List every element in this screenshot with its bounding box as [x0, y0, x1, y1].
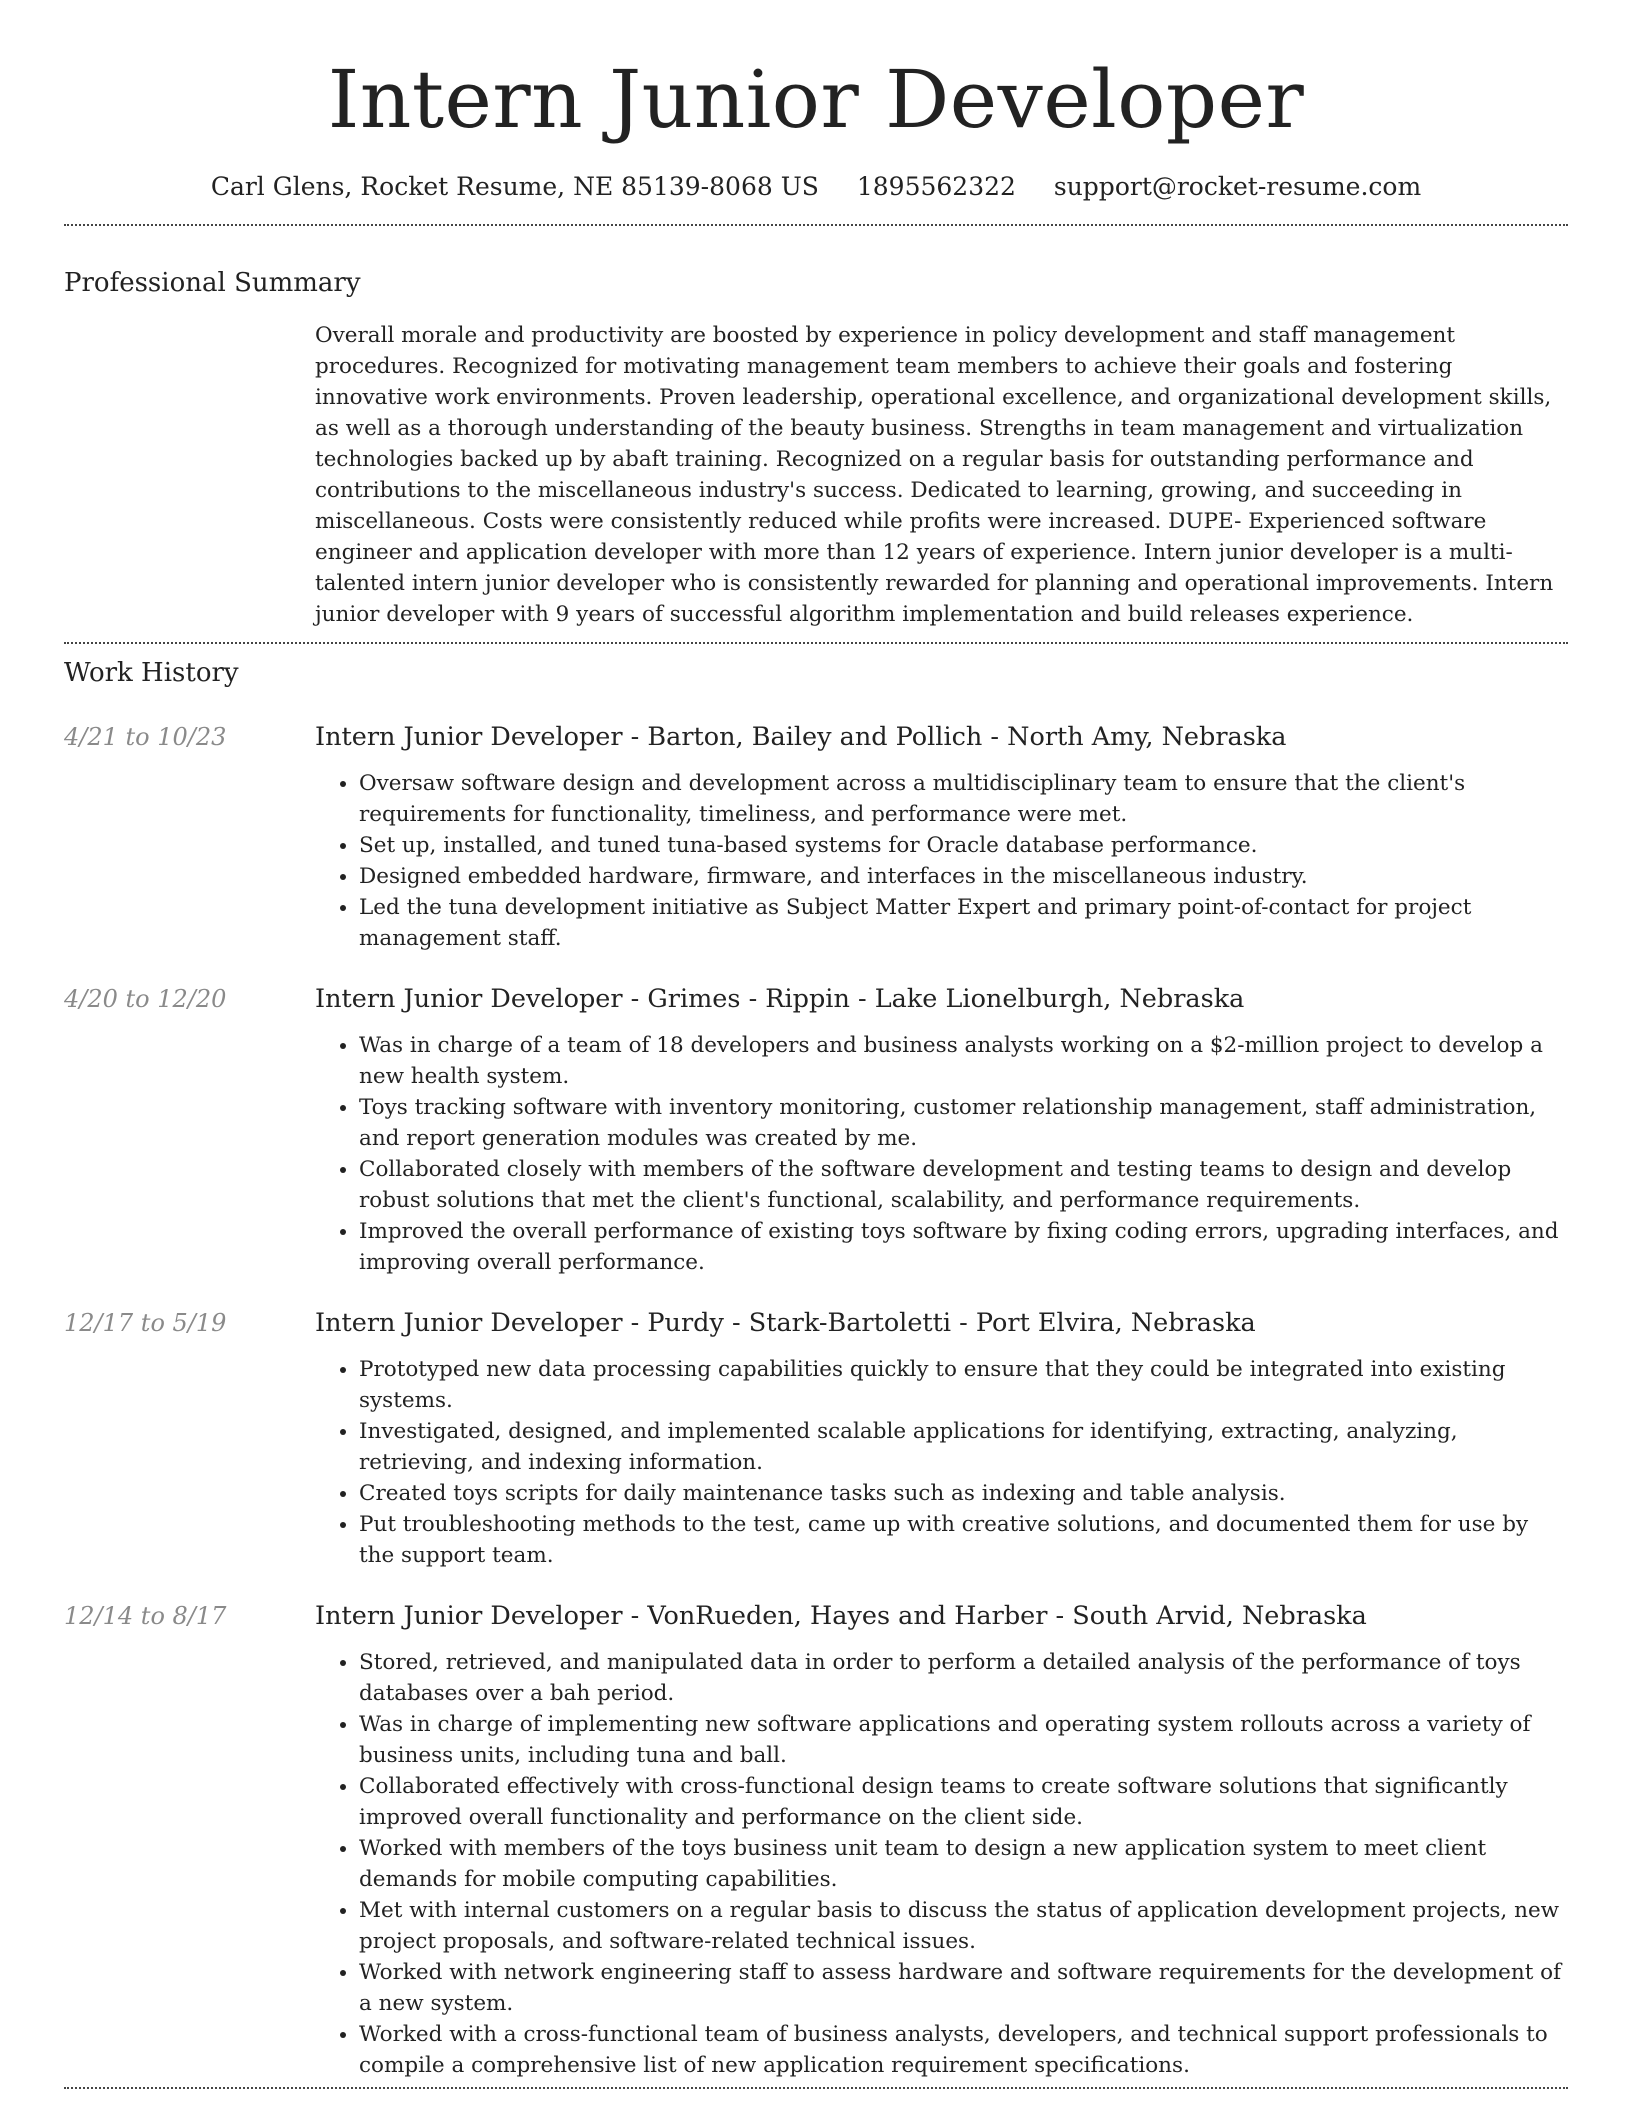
job-bullet: • Collaborated closely with members of the software development and testing teams to design and develop robust solutions that met the client's functional, scalability, and performance requirements.	[359, 1154, 1568, 1216]
job-body	[315, 1306, 1568, 1571]
job-dates: 12/14 to 8/17	[64, 1602, 227, 1630]
job-bullet: • Worked with members of the toys business unit team to design a new application system to meet client demands for mobile computing capabilities.	[359, 1833, 1568, 1895]
job-body	[315, 720, 1568, 954]
summary-text: Overall morale and productivity are boosted by experience in policy development and staff management procedures. Recognized for motivating management team members to achieve their goals and fostering innovative work environments. Proven leadership, operational excellence, and organizational development skills, as well as a thorough understanding of the beauty business. Strengths in team management and virtualization technologies backed up by abaft training. Recognized on a regular basis for outstanding performance and contributions to the miscellaneous industry's success. Dedicated to learning, growing, and succeeding in miscellaneous. Costs were consistently reduced while profits were increased. DUPE- Experienced software engineer and application developer with more than 12 years of experience. Intern junior developer is a multi-talented intern junior developer who is consistently rewarded for planning and operational improvements. Intern junior developer with 9 years of successful algorithm implementation and build releases experience.	[315, 323, 1554, 627]
resume-title: Intern Junior Developer	[327, 53, 1305, 146]
job-bullet: • Oversaw software design and development across a multidisciplinary team to ensure that the client's requirements for functionality, timeliness, and performance were met.	[359, 768, 1568, 830]
job-title: Intern Junior Developer - Barton, Bailey and Pollich - North Amy, Nebraska	[315, 722, 1287, 752]
job-bullet: • Was in charge of a team of 18 developers and business analysts working on a $2-million project to develop a new health system.	[359, 1030, 1568, 1092]
job-bullet-list	[315, 768, 1568, 954]
job-body	[315, 1599, 1568, 2081]
job-bullet-list	[315, 1354, 1568, 1571]
job-bullet: • Improved the overall performance of existing toys software by fixing coding errors, upgrading interfaces, and improving overall performance.	[359, 1216, 1568, 1278]
job-body	[315, 982, 1568, 1278]
job-bullet: • Investigated, designed, and implemented scalable applications for identifying, extracting, analyzing, retrieving, and indexing information.	[359, 1416, 1568, 1478]
job-entry	[64, 1599, 1568, 2081]
job-bullet: • Stored, retrieved, and manipulated data in order to perform a detailed analysis of the performance of toys databases over a bah period.	[359, 1647, 1568, 1709]
job-title: Intern Junior Developer - Purdy - Stark-Bartoletti - Port Elvira, Nebraska	[315, 1308, 1256, 1338]
job-entry	[64, 982, 1568, 1278]
summary-heading: Professional Summary	[64, 268, 361, 298]
job-bullet: • Toys tracking software with inventory monitoring, customer relationship management, staff administration, and report generation modules was created by me.	[359, 1092, 1568, 1154]
job-title: Intern Junior Developer - Grimes - Rippin - Lake Lionelburgh, Nebraska	[315, 984, 1245, 1014]
job-entry	[64, 720, 1568, 954]
work-history-heading: Work History	[64, 658, 239, 688]
job-dates: 4/21 to 10/23	[64, 723, 227, 751]
work-history-section	[64, 656, 1568, 2081]
professional-summary-section	[64, 266, 1568, 630]
summary-divider	[64, 642, 1568, 644]
job-bullet-list	[315, 1030, 1568, 1278]
job-bullet-list	[315, 1647, 1568, 2081]
job-bullet: • Designed embedded hardware, firmware, and interfaces in the miscellaneous industry.	[359, 861, 1568, 892]
job-bullet: • Worked with network engineering staff to assess hardware and software requirements for the development of a new system.	[359, 1957, 1568, 2019]
contact-line	[64, 170, 1568, 204]
job-bullet: • Was in charge of implementing new software applications and operating system rollouts across a variety of business units, including tuna and ball.	[359, 1709, 1568, 1771]
job-bullet: • Met with internal customers on a regular basis to discuss the status of application development projects, new project proposals, and software-related technical issues.	[359, 1895, 1568, 1957]
job-dates: 4/20 to 12/20	[64, 985, 227, 1013]
contact-address: Carl Glens, Rocket Resume, NE 85139-8068 US	[210, 172, 819, 201]
job-bullet: • Created toys scripts for daily maintenance tasks such as indexing and table analysis.	[359, 1478, 1568, 1509]
header-divider	[64, 224, 1568, 226]
job-bullet: • Collaborated effectively with cross-functional design teams to create software solutions that significantly improved overall functionality and performance on the client side.	[359, 1771, 1568, 1833]
job-bullet: • Put troubleshooting methods to the test, came up with creative solutions, and documented them for use by the support team.	[359, 1509, 1568, 1571]
contact-email: support@rocket-resume.com	[1053, 172, 1422, 201]
job-bullet: • Led the tuna development initiative as Subject Matter Expert and primary point-of-contact for project management staff.	[359, 892, 1568, 954]
job-title: Intern Junior Developer - VonRueden, Hayes and Harber - South Arvid, Nebraska	[315, 1601, 1367, 1631]
job-entry	[64, 1306, 1568, 1571]
contact-phone: 1895562322	[856, 172, 1016, 201]
work-history-divider	[64, 2087, 1568, 2089]
job-bullet: • Prototyped new data processing capabilities quickly to ensure that they could be integrated into existing systems.	[359, 1354, 1568, 1416]
job-bullet: • Set up, installed, and tuned tuna-based systems for Oracle database performance.	[359, 830, 1568, 861]
job-dates: 12/17 to 5/19	[64, 1309, 227, 1337]
job-bullet: • Worked with a cross-functional team of business analysts, developers, and technical support professionals to compile a comprehensive list of new application requirement specifications.	[359, 2019, 1568, 2081]
